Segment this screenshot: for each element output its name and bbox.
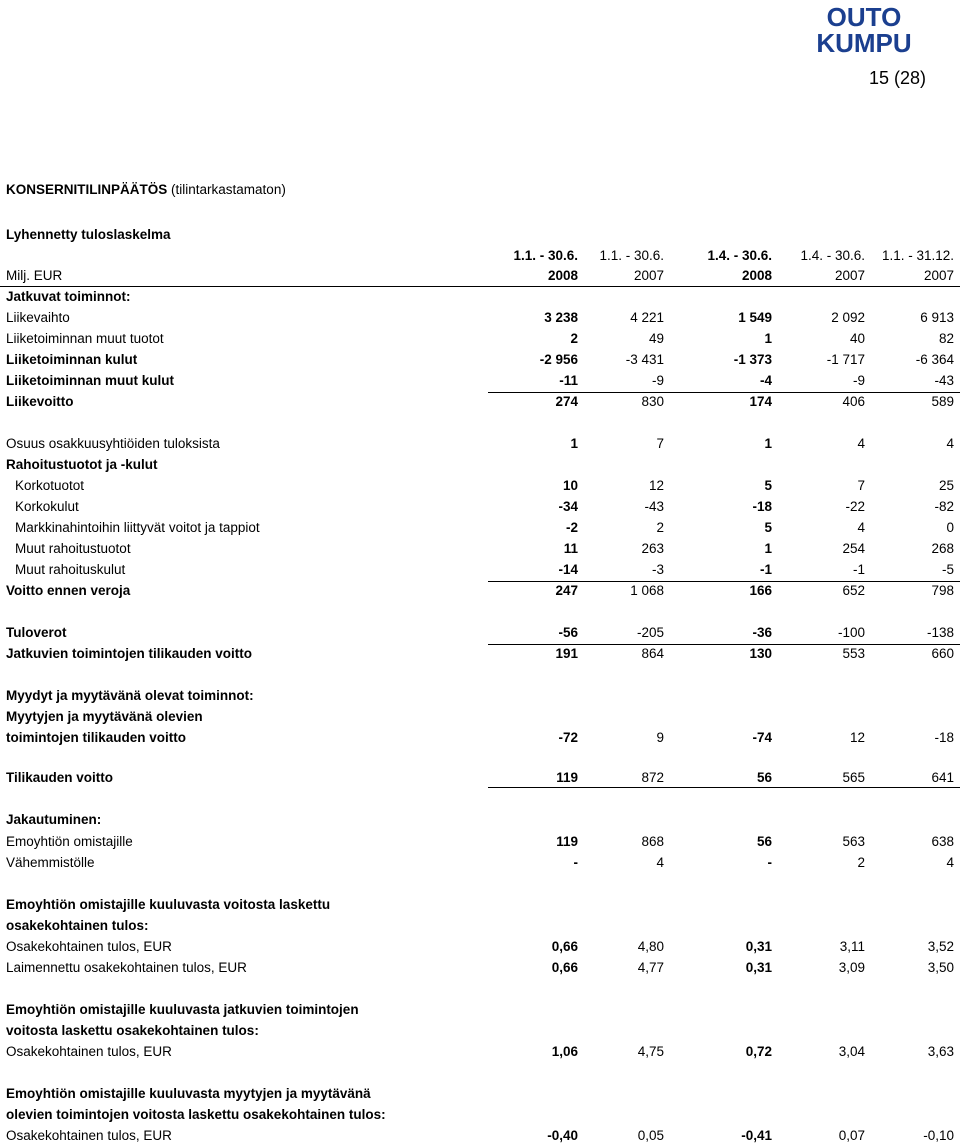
table-row [0,709,960,729]
row-value: 1 [764,436,772,451]
row-label: Markkinahintoihin liittyvät voitot ja tappiot [15,520,260,535]
row-value: 166 [749,583,772,598]
year-header: 2007 [633,268,664,283]
period-header-row [0,248,960,268]
outokumpu-logo-mark [802,2,926,54]
row-value: -5 [941,562,954,577]
row-value: - [767,855,772,870]
row-label: olevien toimintojen voitosta laskettu osakekohtainen tulos: [6,1107,386,1122]
table-row [0,855,960,875]
table-row [0,289,960,309]
row-value: -3 431 [625,352,664,367]
unit-label: Milj. EUR [6,268,63,283]
row-value: -3 [651,562,664,577]
table-row [0,625,960,645]
row-value: 82 [938,331,954,346]
row-value: -100 [837,625,865,640]
row-label: Vähemmistölle [6,855,95,870]
row-value: - [573,855,578,870]
period-header: 1.4. - 30.6. [800,248,865,263]
table-row [0,939,960,959]
row-value: 0 [946,520,954,535]
row-value: 1,06 [551,1044,578,1059]
row-value: -82 [934,499,954,514]
row-value: -6 364 [915,352,954,367]
row-value: 4,75 [637,1044,664,1059]
row-label: Emoyhtiön omistajille kuuluvasta jatkuvien toimintojen [6,1002,359,1017]
row-value: 3,63 [927,1044,954,1059]
report-title-main: KONSERNITILINPÄÄTÖS [6,182,168,197]
row-value: 4 [946,855,954,870]
logo-line-1: OUTO [826,2,902,32]
row-value: 130 [749,646,772,661]
row-value: 4 [857,436,865,451]
row-label: Emoyhtiön omistajille [6,834,133,849]
year-header-row [0,268,960,288]
row-value: 56 [756,770,772,785]
row-value: 4 [857,520,865,535]
row-label: Jatkuvat toiminnot: [6,289,131,304]
row-label: Liiketoiminnan muut tuotot [6,331,164,346]
row-label: Emoyhtiön omistajille kuuluvasta myytyjen ja myytävänä [6,1086,371,1101]
row-value: 4 [946,436,954,451]
row-label: Korkotuotot [15,478,85,493]
row-label: Osakekohtainen tulos, EUR [6,939,172,954]
row-label: Korkokulut [15,499,79,514]
row-value: -36 [752,625,772,640]
row-label: Tilikauden voitto [6,770,114,785]
row-value: 872 [641,770,664,785]
table-row [0,541,960,561]
row-value: 0,31 [745,960,772,975]
row-value: 563 [842,834,865,849]
table-row [0,499,960,519]
row-value: -0,41 [741,1128,772,1143]
row-value: 3 238 [544,310,578,325]
row-value: -4 [759,373,772,388]
table-row [0,1128,960,1148]
row-value: 191 [555,646,578,661]
row-value: 3,52 [927,939,954,954]
table-row [0,834,960,854]
row-label: Emoyhtiön omistajille kuuluvasta voitosta laskettu [6,897,331,912]
row-value: -9 [651,373,664,388]
row-value: -2 956 [539,352,578,367]
row-value: -1 717 [826,352,865,367]
row-value: -43 [644,499,664,514]
row-label: Voitto ennen veroja [6,583,131,598]
row-value: 652 [842,583,865,598]
row-value: 254 [842,541,865,556]
row-value: 868 [641,834,664,849]
row-value: 25 [938,478,954,493]
row-value: -138 [926,625,954,640]
row-value: 553 [842,646,865,661]
row-value: 1 549 [738,310,772,325]
table-row [0,1086,960,1106]
row-label: Muut rahoituskulut [15,562,126,577]
row-value: 268 [931,541,954,556]
table-row [0,310,960,330]
header-rule [0,286,960,287]
row-value: 589 [931,394,954,409]
row-value: -11 [559,373,578,388]
row-value: 56 [756,834,772,849]
row-value: -22 [845,499,865,514]
period-header: 1.4. - 30.6. [707,248,772,263]
row-value: -0,10 [923,1128,954,1143]
row-label: Osuus osakkuusyhtiöiden tuloksista [6,436,220,451]
row-value: -14 [558,562,578,577]
row-value: 0,31 [745,939,772,954]
row-value: 119 [556,770,578,785]
row-value: -43 [934,373,954,388]
row-value: 641 [931,770,954,785]
section-title: Lyhennetty tuloslaskelma [6,227,171,242]
table-row [0,436,960,456]
row-label: osakekohtainen tulos: [6,918,149,933]
row-value: 263 [641,541,664,556]
row-value: 830 [641,394,664,409]
row-label: Osakekohtainen tulos, EUR [6,1044,172,1059]
row-value: -56 [558,625,578,640]
row-value: 9 [656,730,664,745]
table-row [0,562,960,582]
table-row [0,1044,960,1064]
table-row [0,457,960,477]
row-label: Jakautuminen: [6,812,102,827]
row-value: 3,50 [927,960,954,975]
row-value: 2 [857,855,865,870]
row-value: -205 [636,625,664,640]
row-label: Osakekohtainen tulos, EUR [6,1128,172,1143]
table-row [0,394,960,414]
row-value: 40 [849,331,865,346]
row-label: Rahoitustuotot ja -kulut [6,457,158,472]
row-value: 1 [570,436,578,451]
table-row [0,812,960,832]
page-number: 15 (28) [868,68,926,88]
table-row [0,960,960,980]
row-value: 3,11 [839,939,865,954]
row-value: -9 [852,373,865,388]
row-label: Laimennettu osakekohtainen tulos, EUR [6,960,247,975]
row-value: 10 [562,478,578,493]
row-value: 119 [556,834,578,849]
row-value: 2 092 [831,310,865,325]
row-value: 5 [764,478,772,493]
table-row [0,478,960,498]
row-value: 565 [842,770,865,785]
row-value: 12 [648,478,664,493]
subtotal-rule [488,392,960,393]
row-value: 4 [656,855,664,870]
row-label: voitosta laskettu osakekohtainen tulos: [6,1023,259,1038]
table-row [0,730,960,750]
row-label: Liikevaihto [6,310,70,325]
row-value: -74 [752,730,772,745]
outokumpu-logo [802,2,926,54]
row-value: -0,40 [547,1128,578,1143]
year-header: 2008 [547,268,578,283]
table-row [0,352,960,372]
row-label: Myytyjen ja myytävänä olevien [6,709,203,724]
table-row [0,373,960,393]
row-value: 11 [563,541,578,556]
table-row [0,918,960,938]
row-value: 0,72 [745,1044,772,1059]
row-value: 4,80 [637,939,664,954]
row-value: -18 [934,730,954,745]
row-value: -34 [558,499,578,514]
row-value: 0,05 [637,1128,664,1143]
subtotal-rule [488,581,960,582]
table-row [0,646,960,666]
row-value: 406 [842,394,865,409]
year-header: 2007 [834,268,865,283]
report-title-suffix: (tilintarkastamaton) [171,182,286,197]
row-value: 1 [764,331,772,346]
row-value: 6 913 [920,310,954,325]
period-header: 1.1. - 30.6. [599,248,664,263]
row-value: -1 373 [733,352,772,367]
table-row [0,1107,960,1127]
row-label: Liikevoitto [6,394,74,409]
table-row [0,331,960,351]
row-value: -1 [759,562,772,577]
row-label: Tuloverot [6,625,67,640]
row-value: 274 [555,394,578,409]
table-row [0,520,960,540]
row-label: Muut rahoitustuotot [15,541,131,556]
table-row [0,1023,960,1043]
row-value: 0,66 [551,960,578,975]
row-value: -18 [752,499,772,514]
row-value: 638 [931,834,954,849]
table-row [0,1002,960,1022]
row-label: Myydyt ja myytävänä olevat toiminnot: [6,688,254,703]
row-value: 49 [648,331,664,346]
total-rule [488,787,960,788]
row-label: Jatkuvien toimintojen tilikauden voitto [6,646,253,661]
row-value: 7 [656,436,664,451]
report-title [6,182,286,197]
subtotal-rule [488,644,960,645]
logo-line-2: KUMPU [816,28,912,54]
row-value: -2 [565,520,578,535]
row-value: 5 [764,520,772,535]
row-value: 0,66 [551,939,578,954]
row-value: -72 [558,730,578,745]
row-label: Liiketoiminnan muut kulut [6,373,174,388]
row-value: 3,04 [838,1044,865,1059]
row-value: 2 [570,331,578,346]
row-value: 864 [641,646,664,661]
period-header: 1.1. - 31.12. [881,248,954,263]
row-label: Liiketoiminnan kulut [6,352,138,367]
row-value: 1 [764,541,772,556]
table-row [0,583,960,603]
row-value: 174 [749,394,772,409]
year-header: 2007 [923,268,954,283]
row-value: 798 [931,583,954,598]
row-value: 660 [931,646,954,661]
row-value: 247 [555,583,578,598]
row-value: 2 [656,520,664,535]
row-value: 7 [857,478,865,493]
row-value: 4,77 [637,960,664,975]
row-value: 0,07 [838,1128,865,1143]
row-label: toimintojen tilikauden voitto [6,730,186,745]
row-value: 4 221 [630,310,664,325]
row-value: 12 [849,730,865,745]
row-value: 3,09 [838,960,865,975]
row-value: -1 [852,562,865,577]
table-row [0,688,960,708]
year-header: 2008 [741,268,772,283]
table-row [0,897,960,917]
row-value: 1 068 [630,583,664,598]
period-header: 1.1. - 30.6. [513,248,578,263]
